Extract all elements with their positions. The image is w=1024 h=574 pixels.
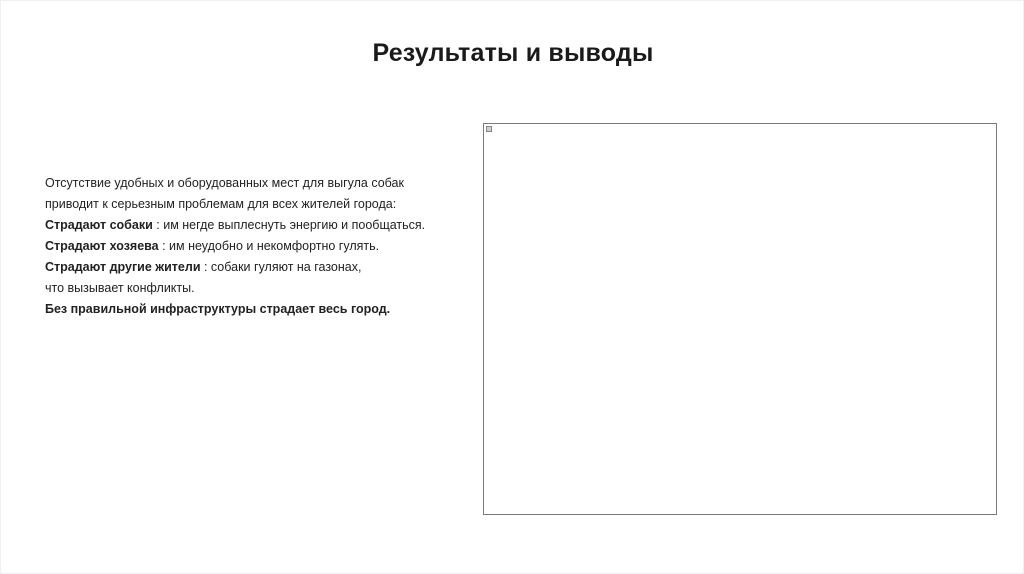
text-fragment: приводит к серьезным проблемам для всех жителей города: <box>45 197 397 211</box>
text-line-3 <box>45 215 485 236</box>
text-line-7 <box>45 299 485 320</box>
bold-fragment: Страдают хозяева <box>45 239 159 253</box>
broken-image <box>486 126 492 132</box>
broken-image-icon <box>486 126 492 132</box>
text-fragment: : им неудобно и некомфортно гулять. <box>158 239 380 253</box>
text-fragment: : собаки гуляют на газонах, <box>200 260 362 274</box>
bold-fragment: Страдают собаки <box>45 218 153 232</box>
text-line-1 <box>45 173 485 194</box>
slide-body-text <box>45 173 485 320</box>
slide-title: Результаты и выводы <box>372 39 654 67</box>
bold-fragment: Без правильной инфраструктуры страдает весь город. <box>45 302 391 316</box>
text-line-5 <box>45 257 485 278</box>
text-fragment: что вызывает конфликты. <box>45 281 195 295</box>
text-line-4 <box>45 236 485 257</box>
text-fragment: Отсутствие удобных и оборудованных мест для выгула собак <box>45 176 404 190</box>
bold-fragment: Страдают другие жители <box>45 260 201 274</box>
text-fragment: : им негде выплеснуть энергию и пообщаться. <box>152 218 426 232</box>
text-line-2 <box>45 194 485 215</box>
image-placeholder-frame <box>483 123 997 515</box>
text-line-6 <box>45 278 485 299</box>
